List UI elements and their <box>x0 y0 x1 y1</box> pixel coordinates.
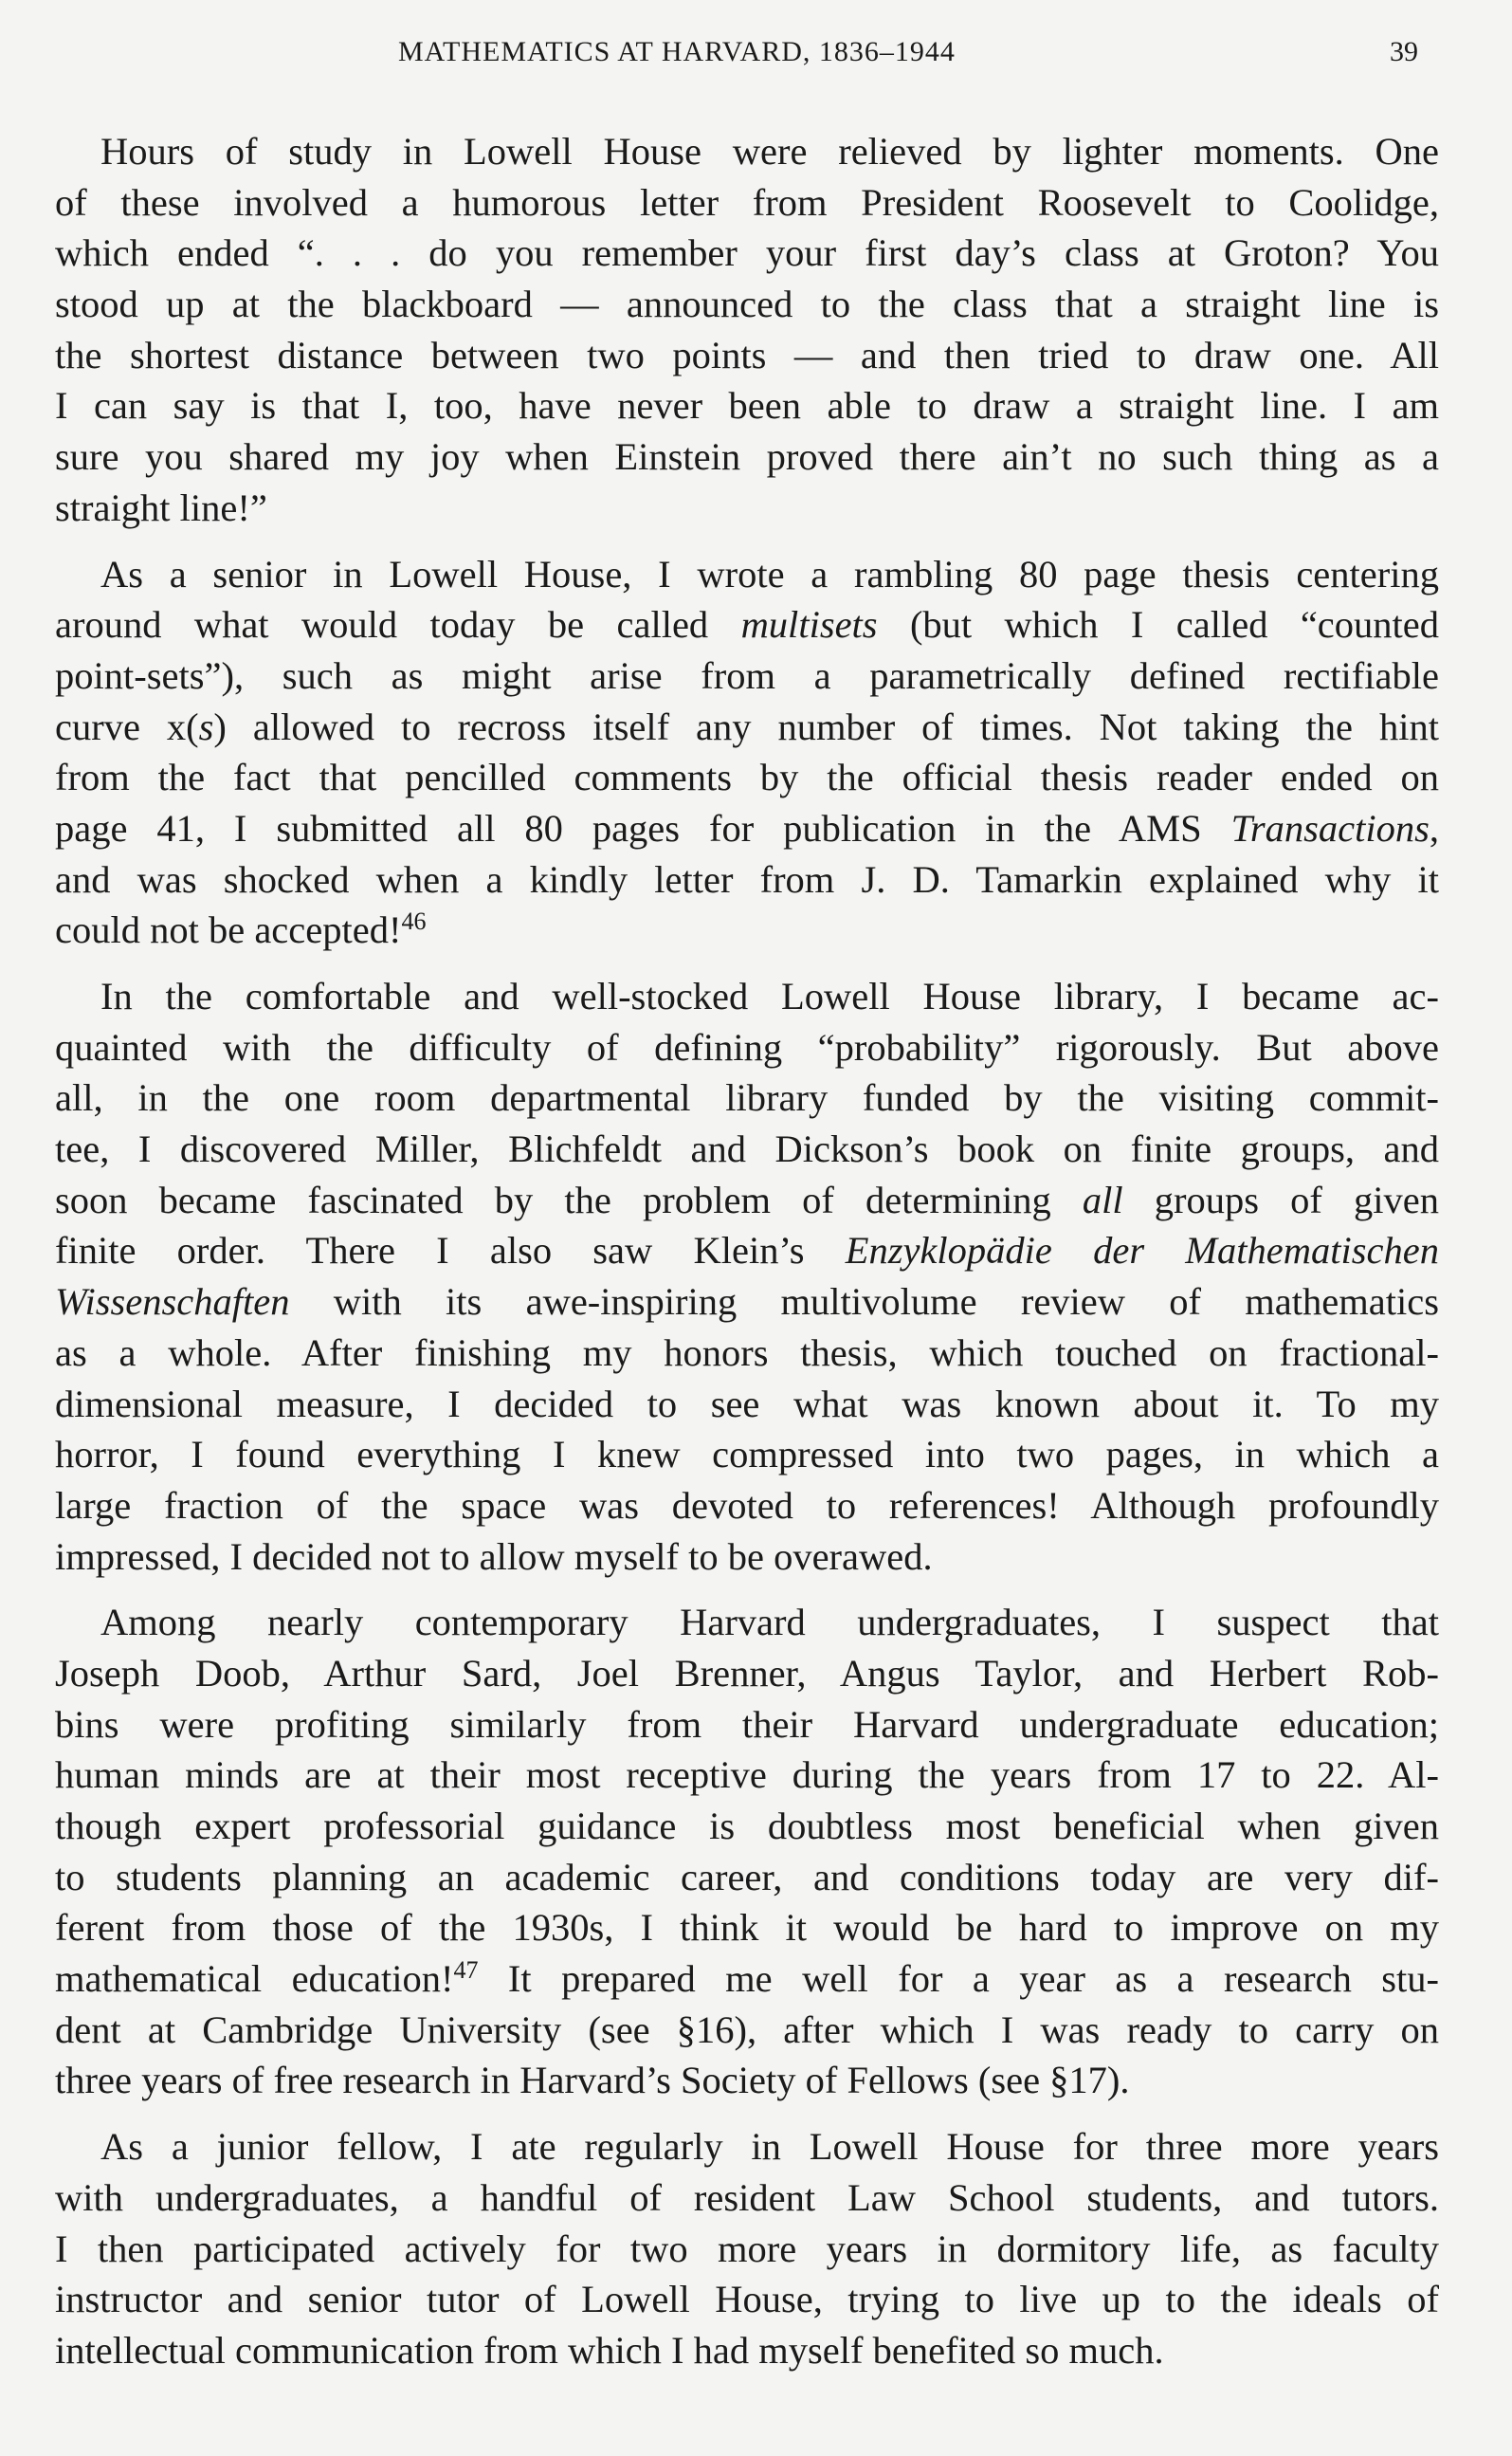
text-line <box>55 177 1439 229</box>
text-run: impressed, I decided not to allow myself to be overawed. <box>55 1534 933 1578</box>
text-line <box>55 599 1439 651</box>
text-line <box>55 2005 1439 2056</box>
text-run: (but which I called “counted <box>877 603 1439 647</box>
text-run: instructor and senior tutor of Lowell House, trying to live up to the ideals of <box>55 2278 1439 2321</box>
text-run: curve x( <box>55 705 199 748</box>
text-line <box>55 651 1439 702</box>
text-run: quainted with the difficulty of defining “probability” rigorously. But above <box>55 1025 1439 1069</box>
text-line <box>55 1597 1439 1648</box>
text-line <box>55 1022 1439 1073</box>
italic-text: multisets <box>740 603 878 647</box>
footnote-marker: 47 <box>453 1956 479 1985</box>
text-run: sure you shared my joy when Einstein proved there ain’t no such thing as a <box>55 435 1439 479</box>
text-line <box>55 1531 1439 1583</box>
text-line <box>55 483 1439 534</box>
text-line <box>55 2224 1439 2275</box>
text-run: groups of given <box>1122 1178 1439 1221</box>
text-run: and was shocked when a kindly letter from J. D. Tamarkin explained why it <box>55 857 1439 901</box>
text-line <box>55 2325 1439 2376</box>
text-run: I can say is that I, too, have never been able to draw a straight line. I am <box>55 384 1439 428</box>
body-text <box>55 126 1439 2392</box>
text-run: of these involved a humorous letter from President Roosevelt to Coolidge, <box>55 180 1439 224</box>
text-line <box>55 1699 1439 1750</box>
text-run: ) allowed to recross itself any number of times. Not taking the hint <box>213 705 1439 748</box>
text-run: around what would today be called <box>55 603 741 647</box>
paragraph <box>55 971 1439 1582</box>
text-run: page 41, I submitted all 80 pages for publication in the AMS <box>55 806 1231 850</box>
text-line <box>55 1225 1439 1276</box>
text-line <box>55 431 1439 483</box>
text-run: soon became fascinated by the problem of determining <box>55 1178 1083 1221</box>
text-run: straight line!” <box>55 486 267 529</box>
text-run: from the fact that pencilled comments by the official thesis reader ended on <box>55 756 1439 799</box>
text-line <box>55 854 1439 906</box>
text-line <box>55 1124 1439 1175</box>
text-run: mathematical education! <box>55 1957 454 2001</box>
paragraph <box>55 549 1439 957</box>
text-line <box>55 1852 1439 1903</box>
text-line <box>55 803 1439 854</box>
italic-text: all <box>1082 1178 1123 1221</box>
italic-text: Wissenschaften <box>55 1280 290 1324</box>
text-line <box>55 1953 1439 2005</box>
text-line <box>55 1328 1439 1379</box>
text-run: point-sets”), such as might arise from a parametrically defined rectifiable <box>55 653 1439 697</box>
text-run: Hours of study in Lowell House were relieved by lighter moments. One <box>100 130 1439 173</box>
text-line <box>55 126 1439 177</box>
text-run: intellectual communication from which I had myself benefited so much. <box>55 2328 1164 2372</box>
italic-text: s <box>198 705 214 748</box>
running-head <box>0 28 1512 76</box>
text-run: horror, I found everything I knew compressed into two pages, in which a <box>55 1433 1439 1476</box>
text-run: stood up at the blackboard — announced to the class that a straight line is <box>55 283 1439 326</box>
text-run: though expert professorial guidance is doubtless most beneficial when given <box>55 1805 1439 1847</box>
text-run: to students planning an academic career, and conditions today are very dif- <box>55 1855 1439 1898</box>
text-run: with its awe-inspiring multivolume review of mathematics <box>289 1280 1439 1324</box>
italic-text: Transactions <box>1230 806 1430 850</box>
text-run: large fraction of the space was devoted to references! Although profoundly <box>55 1483 1439 1527</box>
text-line <box>55 752 1439 803</box>
paragraph <box>55 2121 1439 2375</box>
text-line <box>55 279 1439 330</box>
text-line <box>55 549 1439 600</box>
text-line <box>55 1902 1439 1953</box>
text-line <box>55 2121 1439 2172</box>
text-run: I then participated actively for two more years in dormitory life, as faculty <box>55 2227 1439 2270</box>
text-line <box>55 228 1439 279</box>
text-line <box>55 1429 1439 1480</box>
text-run: as a whole. After finishing my honors thesis, which touched on fractional- <box>55 1330 1439 1374</box>
text-line <box>55 702 1439 753</box>
italic-text: Enzyklopädie der Mathematischen <box>845 1229 1439 1273</box>
text-line <box>55 2172 1439 2224</box>
text-run: with undergraduates, a handful of resident Law School students, and tutors. <box>55 2175 1439 2219</box>
text-line <box>55 1072 1439 1124</box>
text-run: which ended “. . . do you remember your first day’s class at Groton? You <box>55 231 1439 275</box>
text-run: bins were profiting similarly from their Harvard undergraduate education; <box>55 1702 1439 1746</box>
text-line <box>55 1801 1439 1852</box>
paragraph <box>55 1597 1439 2106</box>
text-run: ferent from those of the 1930s, I think it would be hard to improve on my <box>55 1906 1439 1950</box>
text-run: all, in the one room departmental library funded by the visiting commit- <box>55 1076 1439 1120</box>
text-line <box>55 1276 1439 1328</box>
text-run: could not be accepted! <box>55 908 402 952</box>
text-run: , <box>1429 806 1439 850</box>
text-line <box>55 971 1439 1022</box>
page-number: 39 <box>1390 36 1418 67</box>
text-run: the shortest distance between two points — and then tried to draw one. All <box>55 333 1439 376</box>
text-line <box>55 2055 1439 2106</box>
text-run: As a senior in Lowell House, I wrote a rambling 80 page thesis centering <box>100 552 1439 596</box>
text-run: finite order. There I also saw Klein’s <box>55 1229 846 1273</box>
text-run: Among nearly contemporary Harvard undergraduates, I suspect that <box>100 1601 1439 1644</box>
text-run: tee, I discovered Miller, Blichfeldt and Dickson’s book on finite groups, and <box>55 1127 1439 1171</box>
text-run: Joseph Doob, Arthur Sard, Joel Brenner, Angus Taylor, and Herbert Rob- <box>55 1651 1439 1695</box>
text-run: It prepared me well for a year as a research stu- <box>478 1957 1440 2001</box>
text-run: dent at Cambridge University (see §16), after which I was ready to carry on <box>55 2007 1439 2051</box>
text-line <box>55 905 1439 956</box>
footnote-marker: 46 <box>401 907 427 936</box>
text-run: In the comfortable and well-stocked Lowell House library, I became ac- <box>100 975 1439 1017</box>
text-line <box>55 330 1439 381</box>
text-line <box>55 1648 1439 1699</box>
text-line <box>55 380 1439 431</box>
text-line <box>55 1175 1439 1226</box>
text-line <box>55 1379 1439 1430</box>
text-run: human minds are at their most receptive during the years from 17 to 22. Al- <box>55 1753 1439 1797</box>
text-line <box>55 2274 1439 2325</box>
paragraph <box>55 126 1439 534</box>
text-run: dimensional measure, I decided to see what was known about it. To my <box>55 1382 1439 1425</box>
running-title: MATHEMATICS AT HARVARD, 1836–1944 <box>398 36 956 67</box>
text-line <box>55 1480 1439 1531</box>
text-line <box>55 1750 1439 1801</box>
text-run: three years of free research in Harvard’s Society of Fellows (see §17). <box>55 2059 1130 2102</box>
text-run: As a junior fellow, I ate regularly in Lowell House for three more years <box>100 2125 1439 2169</box>
